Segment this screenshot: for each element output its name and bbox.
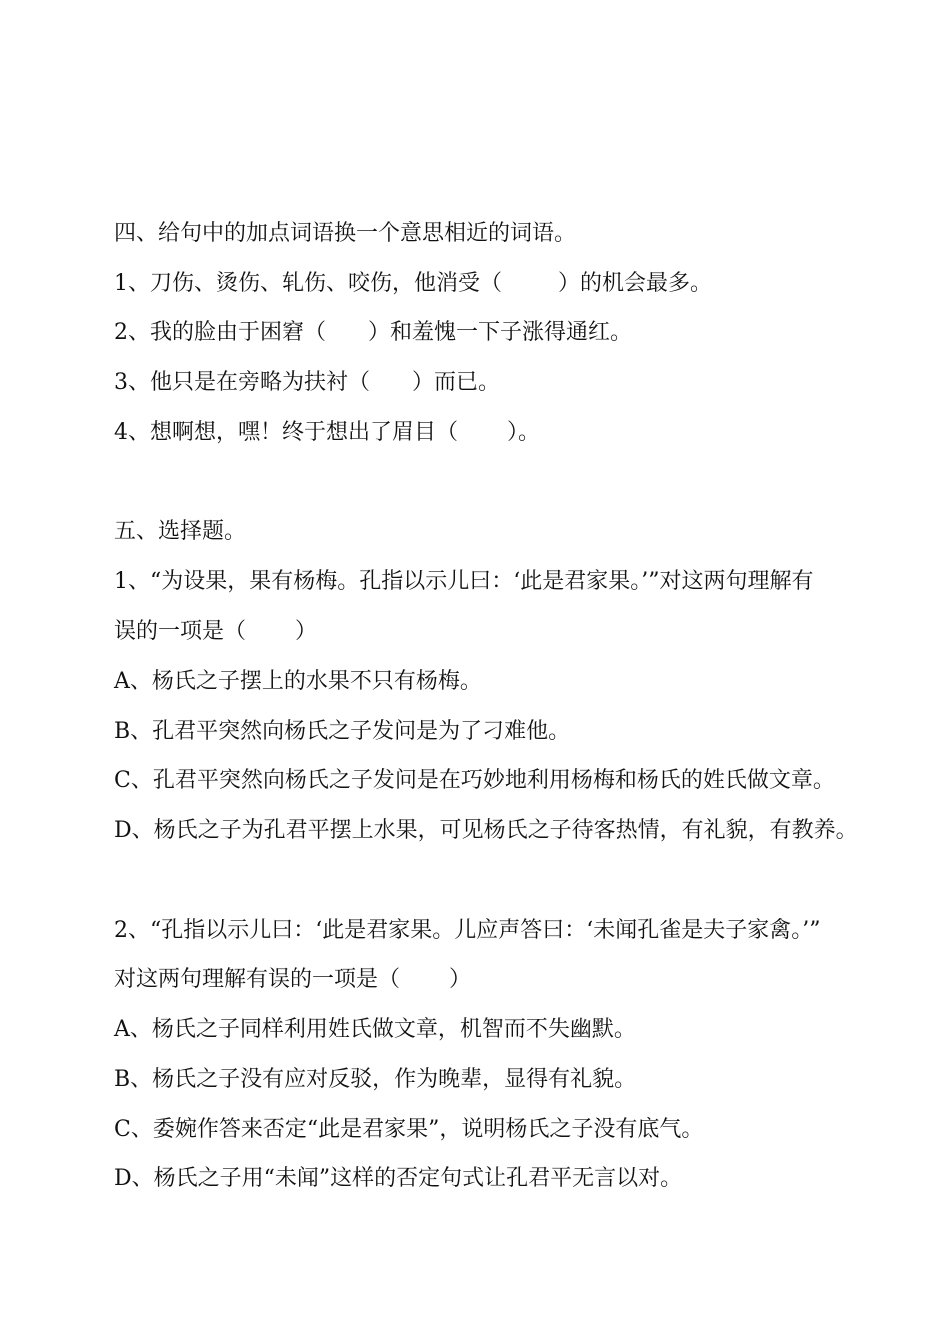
section-4-item-2: 2、我的脸由于困窘（ ）和羞愧一下子涨得通红。 (114, 320, 632, 345)
section-4-heading: 四、给句中的加点词语换一个意思相近的词语。 (114, 221, 577, 246)
question-2-stem-line-1: 2、“孔指以示儿曰：‘此是君家果。儿应声答曰：‘未闻孔雀是夫子家禽。’” (114, 918, 821, 943)
question-2-option-c: C、委婉作答来否定“此是君家果”，说明杨氏之子没有底气。 (114, 1117, 704, 1142)
question-2-stem-line-2: 对这两句理解有误的一项是（ ） (114, 967, 471, 992)
section-5-heading: 五、选择题。 (114, 519, 247, 544)
question-1-option-d: D、杨氏之子为孔君平摆上水果，可见杨氏之子待客热情，有礼貌，有教养。 (114, 818, 858, 843)
section-4-item-4: 4、想啊想，嘿！终于想出了眉目（ ）。 (114, 420, 540, 445)
question-1-stem-line-2: 误的一项是（ ） (114, 619, 317, 644)
question-1-stem-line-1: 1、“为设果，果有杨梅。孔指以示儿曰：‘此是君家果。’”对这两句理解有 (114, 569, 814, 594)
question-1-option-b: B、孔君平突然向杨氏之子发问是为了刁难他。 (114, 719, 571, 744)
question-2-option-d: D、杨氏之子用“未闻”这样的否定句式让孔君平无言以对。 (114, 1166, 683, 1191)
question-2-option-a: A、杨氏之子同样利用姓氏做文章，机智而不失幽默。 (114, 1017, 636, 1042)
question-1-option-c: C、孔君平突然向杨氏之子发问是在巧妙地利用杨梅和杨氏的姓氏做文章。 (114, 768, 835, 793)
question-2-option-b: B、杨氏之子没有应对反驳，作为晚辈，显得有礼貌。 (114, 1067, 637, 1092)
question-1-option-a: A、杨氏之子摆上的水果不只有杨梅。 (114, 669, 482, 694)
section-4-item-3: 3、他只是在旁略为扶衬（ ）而已。 (114, 370, 500, 395)
section-4-item-1: 1、刀伤、烫伤、轧伤、咬伤，他消受（ ）的机会最多。 (114, 271, 712, 296)
